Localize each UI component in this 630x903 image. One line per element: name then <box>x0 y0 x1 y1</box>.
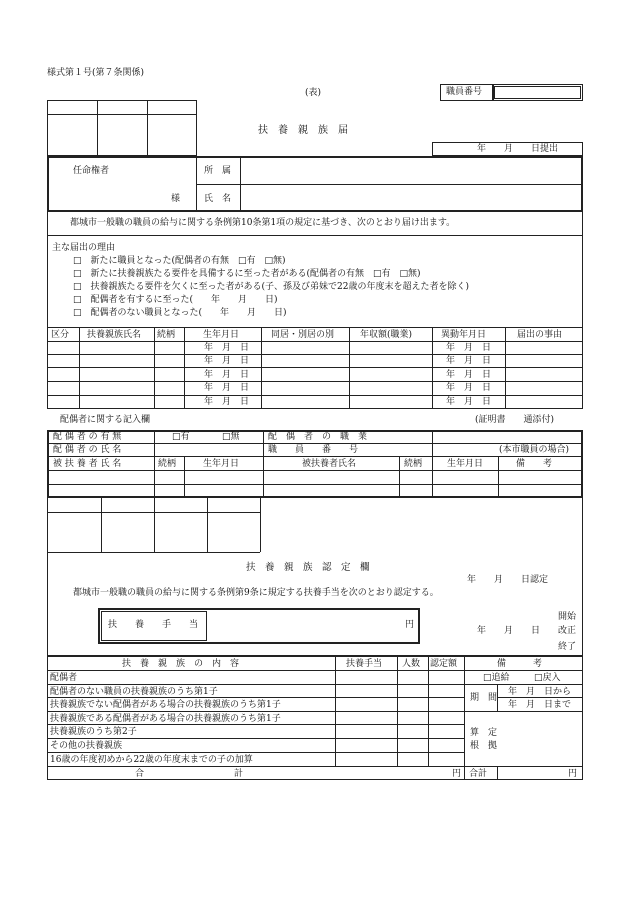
total-label: 合 計 <box>135 769 244 779</box>
certificate-note: (証明書 通添付) <box>475 415 555 425</box>
row-birthdate: 年 月 日 <box>204 343 250 353</box>
kikan-label: 期 間 <box>470 693 498 703</box>
approval-statement: 都城市一般職の職員の給与に関する条例第9条に規定する扶養手当を次のとおり認定する。 <box>73 588 439 598</box>
dependent-name-label: 被扶養者氏名 <box>302 459 357 469</box>
total-label-2: 合計 <box>469 769 488 779</box>
col-change-date: 異動年月日 <box>441 330 487 340</box>
row-change-date: 年 月 日 <box>446 356 492 366</box>
col-content: 扶 養 親 族 の 内 容 <box>122 659 240 669</box>
col-income: 年収額(職業) <box>360 330 413 340</box>
row-change-date: 年 月 日 <box>446 370 492 380</box>
affiliation-field[interactable] <box>241 158 581 183</box>
name-label: 氏 名 <box>204 194 232 204</box>
omote-label: (表) <box>305 88 322 98</box>
reason-item[interactable]: □ 新たに扶養親族たる要件を具備するに至った者がある(配偶者の有無 □有 □無) <box>73 269 421 279</box>
breakdown-row: 16歳の年度初めから22歳の年度末までの子の加算 <box>50 755 253 765</box>
col-amount: 認定額 <box>430 659 458 669</box>
relation-label-2: 続柄 <box>404 459 423 469</box>
col-remarks: 備 考 <box>497 659 543 669</box>
supporter-name-label: 被 扶 養 者 氏 名 <box>53 459 122 469</box>
total-yen-2: 円 <box>568 769 578 779</box>
birthdate-label-2: 生年月日 <box>447 459 484 469</box>
tsuikyu-checkbox[interactable]: □追給 <box>483 673 510 683</box>
reason-item[interactable]: □ 配偶者のない職員となった( 年 月 日) <box>73 308 287 318</box>
spouse-no-checkbox[interactable]: □無 <box>222 432 240 442</box>
col-birthdate: 生年月日 <box>203 330 240 340</box>
spouse-occupation-label: 配 偶 者 の 職 業 <box>268 432 368 442</box>
form-title: 扶 養 親 族 届 <box>258 125 348 136</box>
breakdown-row: 扶養親族でない配偶者がある場合の扶養親族のうち第1子 <box>50 700 281 710</box>
period-from: 年 月 日から <box>508 687 572 697</box>
total-yen: 円 <box>452 769 462 779</box>
row-change-date: 年 月 日 <box>446 383 492 393</box>
revise-label: 改正 <box>558 626 577 636</box>
spouse-name-label: 配 偶 者 の 氏 名 <box>53 445 122 455</box>
row-change-date: 年 月 日 <box>446 343 492 353</box>
allowance-yen: 円 <box>405 620 415 630</box>
row-birthdate: 年 月 日 <box>204 370 250 380</box>
breakdown-row: 配偶者 <box>50 673 78 683</box>
col-count: 人数 <box>402 659 421 669</box>
affiliation-label: 所 属 <box>204 166 232 176</box>
name-field[interactable] <box>241 186 581 211</box>
statement-text: 都城市一般職の職員の給与に関する条例第10条第1項の規定に基づき、次のとおり届け出ます。 <box>70 218 456 228</box>
staff-number-field[interactable] <box>494 86 581 99</box>
breakdown-row: 配偶者のない職員の扶養親族のうち第1子 <box>50 687 218 697</box>
remarks-label: 備 考 <box>516 459 553 469</box>
breakdown-row: その他の扶養親族 <box>50 741 123 751</box>
konkyo-label: 根 拠 <box>470 741 498 751</box>
submit-date: 年 月 日提出 <box>477 144 559 154</box>
santei-label: 算 定 <box>470 728 498 738</box>
modoshi-checkbox[interactable]: □戻入 <box>534 673 561 683</box>
reason-item[interactable]: □ 配偶者を有するに至った( 年 月 日) <box>73 295 278 305</box>
col-dependent-name: 扶養親族氏名 <box>87 330 142 340</box>
col-allowance: 扶養手当 <box>346 659 383 669</box>
stamp-grid <box>47 100 197 156</box>
col-kubun: 区分 <box>51 330 70 340</box>
has-spouse-label: 配 偶 者 の 有 無 <box>53 432 122 442</box>
spouse-staff-no-note: (本市職員の場合) <box>499 445 570 455</box>
breakdown-row: 扶養親族のうち第2子 <box>50 727 137 737</box>
form-number: 様式第１号(第７条関係) <box>47 68 145 78</box>
spouse-section-label: 配偶者に関する記入欄 <box>60 415 151 425</box>
sama-label: 様 <box>171 194 181 204</box>
reason-item[interactable]: □ 扶養親族たる要件を欠くに至った者がある(子、孫及び弟妹で22歳の年度末を超えた者を除く) <box>73 282 469 292</box>
start-label: 開始 <box>558 612 577 622</box>
period-date: 年 月 日 <box>477 626 541 636</box>
col-relation: 続柄 <box>157 330 176 340</box>
row-birthdate: 年 月 日 <box>204 397 250 407</box>
col-reason: 届出の事由 <box>517 330 563 340</box>
reasons-heading: 主な届出の理由 <box>52 243 116 253</box>
birthdate-label: 生年月日 <box>203 459 240 469</box>
approval-date: 年 月 日認定 <box>467 575 549 585</box>
row-birthdate: 年 月 日 <box>204 356 250 366</box>
period-to: 年 月 日まで <box>508 700 572 710</box>
col-residence: 同居・別居の別 <box>271 330 335 340</box>
spouse-staff-no-label: 職 員 番 号 <box>268 445 359 455</box>
allowance-field[interactable] <box>209 611 417 641</box>
relation-label: 続柄 <box>158 459 177 469</box>
breakdown-row: 扶養親族である配偶者がある場合の扶養親族のうち第1子 <box>50 714 281 724</box>
staff-number-label: 職員番号 <box>446 87 483 97</box>
spouse-yes-checkbox[interactable]: □有 <box>172 432 190 442</box>
end-label: 終了 <box>558 642 577 652</box>
allowance-label: 扶 養 手 当 <box>108 620 199 630</box>
reason-item[interactable]: □ 新たに職員となった(配偶者の有無 □有 □無) <box>73 256 286 266</box>
approval-title: 扶 養 親 族 認 定 欄 <box>246 562 370 573</box>
row-birthdate: 年 月 日 <box>204 383 250 393</box>
row-change-date: 年 月 日 <box>446 397 492 407</box>
appointer-label: 任命権者 <box>73 166 110 176</box>
